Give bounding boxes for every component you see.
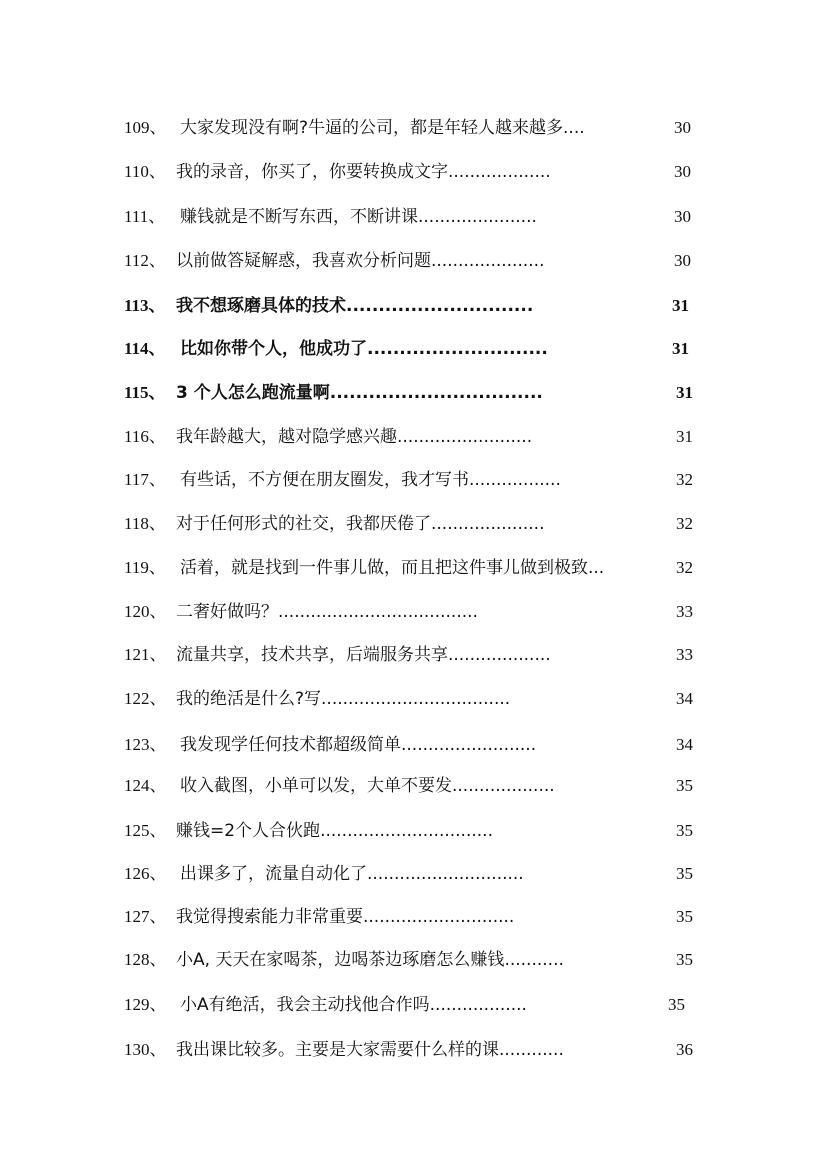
toc-entry-number: 115、 [124,383,166,402]
toc-entry-page-number: 32 [676,514,693,533]
toc-entry-number: 123、 [124,735,167,754]
toc-entry-title-line [176,294,533,318]
toc-entry-page-number: 33 [676,645,693,664]
toc-entry-title-line [180,205,537,229]
toc-entry-title: 收入截图，小单可以发，大单不要发 [180,776,452,796]
toc-entry-page-number: 31 [672,296,689,315]
toc-entry-title-line [176,687,510,711]
toc-leader-dots: ............................. [367,864,524,884]
toc-entry[interactable] [124,205,704,229]
toc-leader-dots: ............................. [346,296,534,316]
toc-entry-page-number: 33 [676,602,693,621]
toc-entry[interactable] [124,862,704,886]
toc-entry[interactable] [124,160,704,184]
toc-entry-number: 122、 [124,689,167,708]
toc-leader-dots: ................................. [329,383,543,403]
toc-entry-title: 我年龄越大，越对隐学感兴趣 [176,427,397,447]
toc-entry-page-number: 35 [676,776,693,795]
toc-entry-page-number: 32 [676,558,693,577]
toc-entry[interactable] [124,1038,704,1062]
toc-entry-title-line [176,512,544,536]
toc-leader-dots: ............ [499,1040,564,1060]
toc-entry-title: 有些话，不方便在朋友圈发，我才写书 [180,470,469,490]
toc-entry[interactable] [124,556,704,580]
toc-entry-page-number: 31 [676,427,693,446]
toc-entry-title-line [180,468,561,492]
toc-entry-title: 我发现学任何技术都超级简单 [180,735,401,755]
toc-entry-title-line [176,948,564,972]
toc-entry-title-line [176,381,543,405]
toc-entry-page-number: 32 [676,470,693,489]
toc-entry-number: 121、 [124,645,167,664]
toc-entry-number: 116、 [124,427,166,446]
toc-entry[interactable] [124,337,704,361]
toc-entry-title: 小A有绝活，我会主动找他合作吗 [180,995,430,1015]
toc-leader-dots: ..................................... [278,602,478,622]
toc-entry-number: 127、 [124,907,167,926]
toc-entry-page-number: 34 [676,735,693,754]
toc-entry-number: 114、 [124,339,166,358]
toc-entry-number: 109、 [124,118,167,137]
toc-entry[interactable] [124,948,704,972]
toc-entry-title: 活着，就是找到一件事儿做，而且把这件事儿做到极致 [180,558,588,578]
toc-entry-page-number: 35 [676,950,693,969]
toc-entry-number: 124、 [124,776,167,795]
toc-entry-page-number: 35 [676,907,693,926]
toc-leader-dots: ............................ [367,339,548,359]
toc-entry-title: 我出课比较多。主要是大家需要什么样的课 [176,1040,499,1060]
toc-entry-number: 110、 [124,162,166,181]
toc-entry-title: 我的绝活是什么?写 [176,689,322,709]
toc-entry-number: 119、 [124,558,166,577]
toc-entry-title: 出课多了，流量自动化了 [180,864,367,884]
toc-entry-number: 113、 [124,296,166,315]
toc-entry-title-line [176,425,532,449]
toc-entry[interactable] [124,116,704,140]
toc-leader-dots: ................... [448,645,551,665]
toc-entry-title-line [176,160,551,184]
toc-entry-page-number: 30 [674,118,691,137]
toc-entry-page-number: 30 [674,207,691,226]
toc-entry-number: 129、 [124,995,167,1014]
toc-entry-title: 流量共享，技术共享，后端服务共享 [176,645,448,665]
toc-leader-dots: .................. [429,995,527,1015]
toc-entry-page-number: 35 [668,995,685,1014]
toc-entry[interactable] [124,512,704,536]
toc-leader-dots: ............................ [363,907,515,927]
toc-entry-title: 对于任何形式的社交，我都厌倦了 [176,514,431,534]
toc-leader-dots: ..................... [431,251,545,271]
toc-entry[interactable] [124,381,704,405]
toc-entry-title: 二奢好做吗？ [176,602,278,622]
toc-entry-number: 117、 [124,470,166,489]
toc-leader-dots: .... [563,118,585,138]
toc-leader-dots: ................................... [321,689,511,709]
toc-entry[interactable] [124,733,704,757]
toc-leader-dots: ...................... [418,207,537,227]
toc-entry-page-number: 35 [676,821,693,840]
toc-entry-title: 3 个人怎么跑流量啊 [176,383,330,403]
toc-entry-title-line [176,643,551,667]
toc-entry-page-number: 30 [674,251,691,270]
toc-leader-dots: ......................... [401,735,537,755]
toc-leader-dots: ..................... [431,514,545,534]
toc-entry-number: 112、 [124,251,166,270]
toc-entry-title-line [176,819,493,843]
toc-entry-title: 赚钱=2个人合伙跑 [176,821,321,841]
toc-entry-title-line [180,774,555,798]
toc-entry-number: 126、 [124,864,167,883]
toc-entry[interactable] [124,819,704,843]
toc-entry-title-line [176,600,478,624]
toc-entry-number: 111、 [124,207,166,226]
toc-leader-dots: ... [588,558,605,578]
toc-entry-number: 130、 [124,1040,167,1059]
toc-entry-number: 128、 [124,950,167,969]
toc-entry[interactable] [124,687,704,711]
toc-entry-title-line [180,733,536,757]
toc-leader-dots: ................... [452,776,555,796]
toc-entry-title: 小A, 天天在家喝茶，边喝茶边琢磨怎么赚钱 [176,950,505,970]
toc-entry[interactable] [124,643,704,667]
toc-entry-number: 120、 [124,602,167,621]
toc-entry-title: 大家发现没有啊?牛逼的公司，都是年轻人越来越多 [180,118,564,138]
toc-entry-title-line [180,116,585,140]
toc-entry[interactable] [124,249,704,273]
toc-entry-number: 118、 [124,514,166,533]
toc-entry[interactable] [124,774,704,798]
toc-entry[interactable] [124,425,704,449]
toc-entry-title-line [180,556,604,580]
toc-entry-page-number: 31 [672,339,689,358]
toc-leader-dots: ........... [504,950,564,970]
toc-entry-title: 我觉得搜索能力非常重要 [176,907,363,927]
toc-entry-number: 125、 [124,821,167,840]
toc-entry-page-number: 36 [676,1040,693,1059]
toc-entry-title: 赚钱就是不断写东西，不断讲课 [180,207,418,227]
toc-entry-page-number: 30 [674,162,691,181]
toc-entry-page-number: 31 [676,383,693,402]
toc-entry-page-number: 34 [676,689,693,708]
toc-entry-title: 比如你带个人，他成功了 [180,339,367,359]
toc-entry-title-line [180,993,527,1017]
toc-entry[interactable] [124,905,704,929]
toc-leader-dots: ................................ [320,821,493,841]
toc-entry-title: 以前做答疑解惑，我喜欢分析问题 [176,251,431,271]
toc-leader-dots: ................. [469,470,561,490]
toc-entry[interactable] [124,993,704,1017]
toc-entry-title-line [176,905,514,929]
toc-entry-title: 我的录音，你买了，你要转换成文字 [176,162,448,182]
toc-entry[interactable] [124,468,704,492]
toc-entry-title-line [176,249,544,273]
toc-entry-title: 我不想琢磨具体的技术 [176,296,346,316]
toc-leader-dots: ................... [448,162,551,182]
toc-entry-title-line [180,862,524,886]
toc-entry-title-line [176,1038,564,1062]
toc-entry[interactable] [124,294,704,318]
toc-leader-dots: ......................... [397,427,533,447]
toc-entry[interactable] [124,600,704,624]
toc-entry-title-line [180,337,548,361]
toc-entry-page-number: 35 [676,864,693,883]
